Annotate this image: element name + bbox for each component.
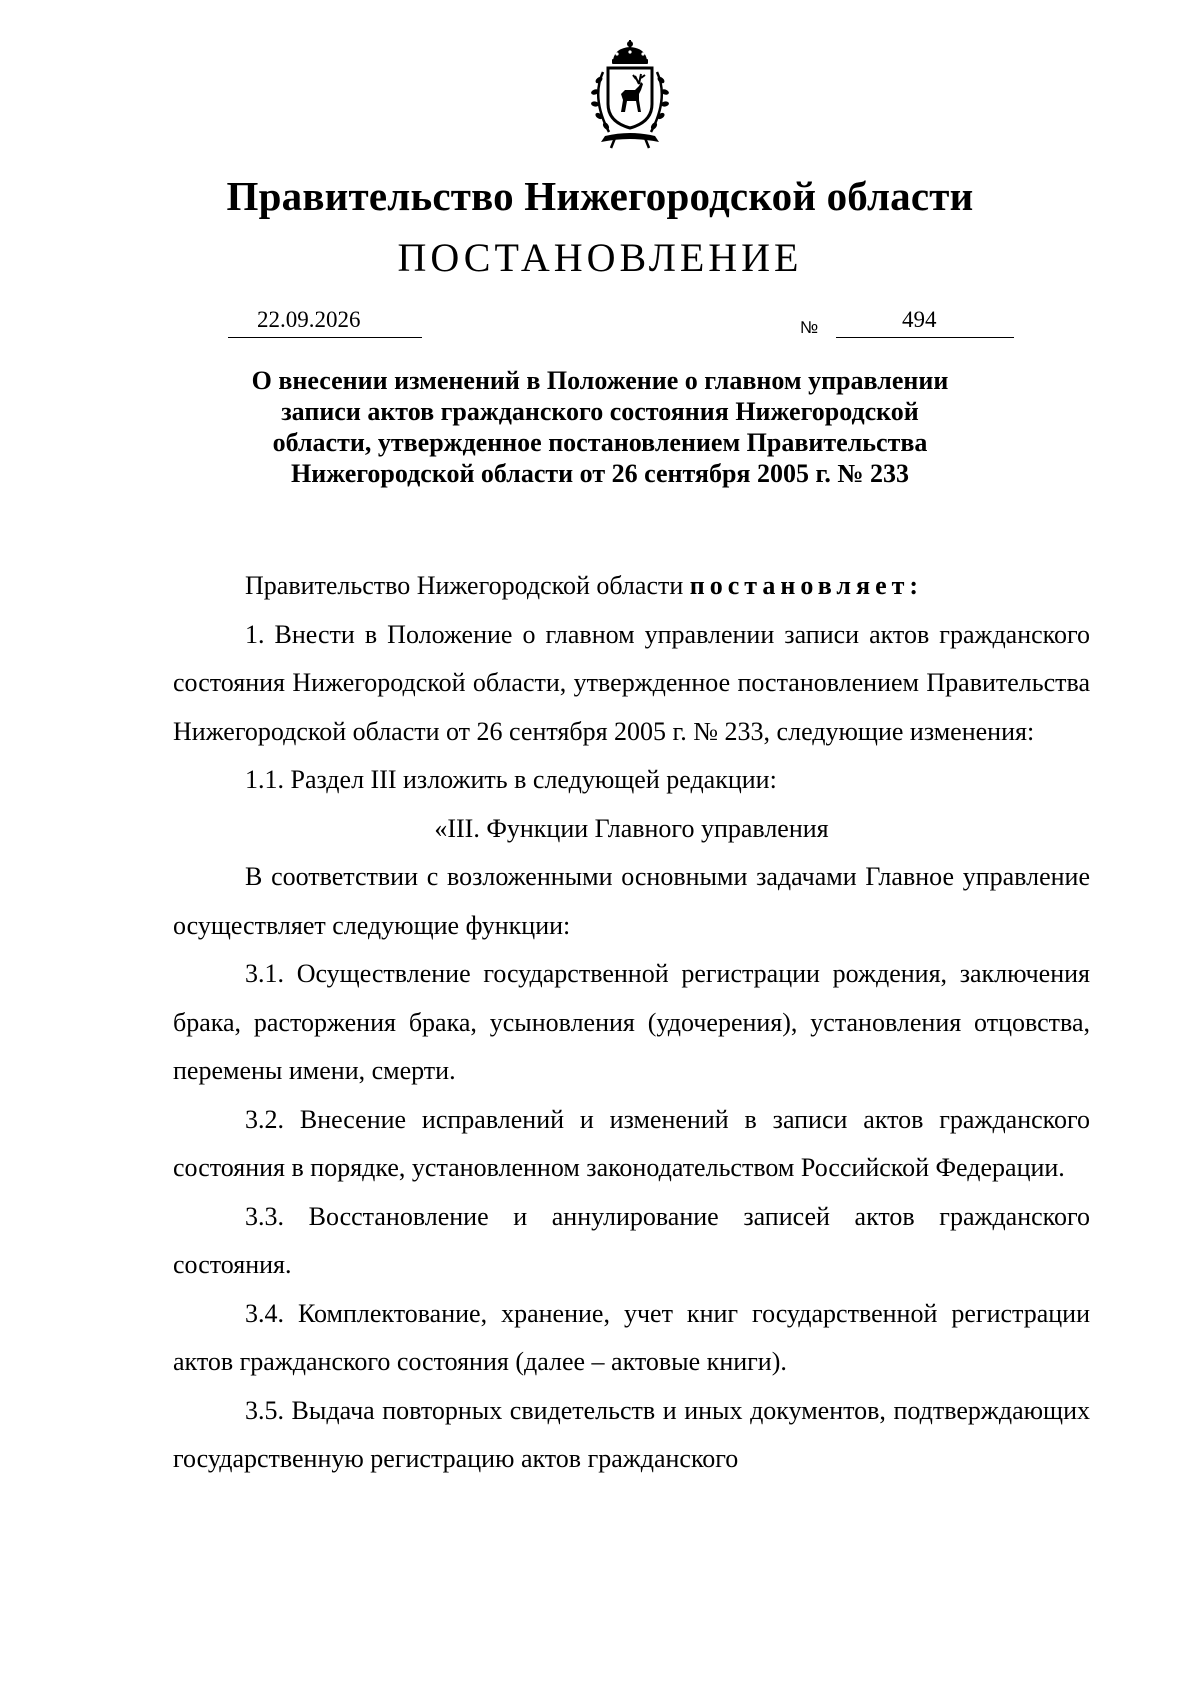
paragraph-1-1: 1.1. Раздел III изложить в следующей редакции:	[245, 765, 777, 794]
government-title: Правительство Нижегородской области	[226, 173, 974, 219]
number-value: 494	[902, 307, 937, 332]
paragraph-3-5: 3.5. Выдача повторных свидетельств и иных документов, подтверждающих государственную регистрацию актов гражданского	[173, 1395, 1090, 1473]
document-subject	[180, 365, 1020, 489]
paragraph-3-2: 3.2. Внесение исправлений и изменений в записи актов гражданского состояния в порядке, установленном законодательством Российской Федерации.	[173, 1104, 1090, 1182]
subject-line: области, утвержденное постановлением Правительства	[272, 428, 928, 457]
paragraph-intro: В соответствии с возложенными основными задачами Главное управление осуществляет следующие функции:	[173, 862, 1090, 940]
preamble-suffix: :	[909, 571, 919, 600]
paragraph-3-4: 3.4. Комплектование, хранение, учет книг государственной регистрации актов гражданского состояния (далее – актовые книги).	[173, 1298, 1090, 1376]
preamble-prefix: Правительство Нижегородской области	[245, 571, 690, 600]
subject-line: Нижегородской области от 26 сентября 2005 г. № 233	[291, 459, 909, 488]
coat-of-arms-icon	[575, 38, 685, 150]
preamble-verb: постановляет	[689, 571, 910, 600]
document-number	[836, 307, 1014, 338]
paragraph-1: 1. Внести в Положение о главном управлении записи актов гражданского состояния Нижегородской области, утвержденное постановлением Правительства Нижегородской области от 26 сентября 2005 г. № 233, следующие изменения:	[173, 619, 1090, 746]
preamble	[173, 562, 1090, 611]
subject-line: О внесении изменений в Положение о главном управлении	[251, 366, 949, 395]
subject-line: записи актов гражданского состояния Нижегородской	[281, 397, 919, 426]
document-date	[228, 307, 422, 338]
document-type: ПОСТАНОВЛЕНИЕ	[397, 235, 803, 280]
number-label: №	[800, 318, 819, 337]
date-value: 22.09.2026	[257, 307, 361, 332]
paragraph-3-1: 3.1. Осуществление государственной регистрации рождения, заключения брака, расторжения брака, усыновления (удочерения), установления отцовства, перемены имени, смерти.	[173, 959, 1090, 1085]
paragraph-3-3: 3.3. Восстановление и аннулирование записей актов гражданского состояния.	[173, 1201, 1090, 1279]
section-heading: «III. Функции Главного управления	[434, 813, 829, 843]
document-body	[173, 562, 1090, 1484]
